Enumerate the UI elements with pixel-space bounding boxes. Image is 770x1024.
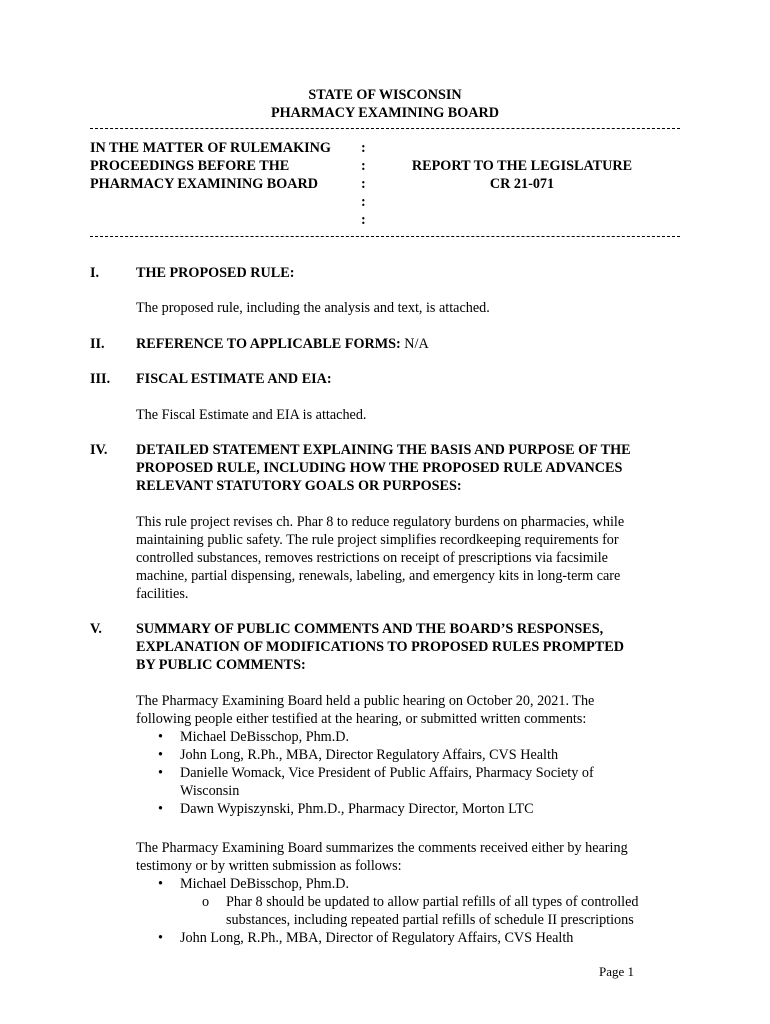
report-title: REPORT TO THE LEGISLATURE xyxy=(411,158,633,174)
report-number: CR 21-071 xyxy=(489,176,555,192)
caption-colon-5: : xyxy=(361,212,366,228)
section-5-title-line-3: BY PUBLIC COMMENTS: xyxy=(136,657,306,673)
section-1-body: The proposed rule, including the analysis and text, is attached. xyxy=(136,300,490,316)
section-3-number: III. xyxy=(90,371,111,387)
comment-1-points xyxy=(200,893,680,929)
caption-left-line-1: IN THE MATTER OF RULEMAKING xyxy=(90,140,331,156)
board-heading: PHARMACY EXAMINING BOARD xyxy=(270,105,500,121)
section-5-summary-line-1: The Pharmacy Examining Board summarizes the comments received either by hearing xyxy=(136,840,628,856)
section-4-title-line-3: RELEVANT STATUTORY GOALS OR PURPOSES: xyxy=(136,478,462,494)
attendee-list xyxy=(156,728,594,818)
list-item-continuation: Wisconsin xyxy=(180,783,240,799)
list-item: o Phar 8 should be updated to allow partial refills of all types of controlled xyxy=(202,894,639,910)
bullet-icon: • xyxy=(158,729,163,745)
section-5-summary-line-2: testimony or by written submission as follows: xyxy=(136,858,402,874)
caption-left-line-3: PHARMACY EXAMINING BOARD xyxy=(90,176,319,192)
list-item: • Danielle Womack, Vice President of Public Affairs, Pharmacy Society of xyxy=(158,765,594,781)
section-3-title: FISCAL ESTIMATE AND EIA: xyxy=(136,371,332,387)
bullet-icon: • xyxy=(158,876,163,892)
section-5-title-line-1: SUMMARY OF PUBLIC COMMENTS AND THE BOARD’S RESPONSES, xyxy=(136,621,604,637)
bottom-divider xyxy=(90,236,680,237)
caption-colon-3: : xyxy=(361,176,366,192)
caption-colon-4: : xyxy=(361,194,366,210)
list-item-continuation: substances, including repeated partial refills of schedule II prescriptions xyxy=(226,912,634,928)
top-divider xyxy=(90,128,680,129)
comment-list-1 xyxy=(156,875,349,893)
section-2-number: II. xyxy=(90,336,105,352)
list-item: • Michael DeBisschop, Phm.D. xyxy=(158,729,350,745)
circle-bullet-icon: o xyxy=(202,894,210,910)
section-5-title-line-2: EXPLANATION OF MODIFICATIONS TO PROPOSED RULES PROMPTED xyxy=(136,639,624,655)
bullet-icon: • xyxy=(158,801,163,817)
section-5-intro-line-2: following people either testified at the hearing, or submitted written comments: xyxy=(136,711,587,727)
comment-list-2 xyxy=(156,929,573,947)
section-4-body-line-3: controlled substances, removes restrictions on receipt of prescriptions via facsimile xyxy=(136,550,608,566)
list-item: • Dawn Wypiszynski, Phm.D., Pharmacy Director, Morton LTC xyxy=(158,801,534,817)
section-4-title-line-2: PROPOSED RULE, INCLUDING HOW THE PROPOSED RULE ADVANCES xyxy=(136,460,623,476)
list-item: • John Long, R.Ph., MBA, Director of Regulatory Affairs, CVS Health xyxy=(158,930,574,946)
section-1-title: THE PROPOSED RULE: xyxy=(136,265,295,281)
section-4-body-line-2: maintaining public safety. The rule project simplifies recordkeeping requirements for xyxy=(136,532,619,548)
section-4-number: IV. xyxy=(90,442,108,458)
section-4-body-line-4: machine, partial dispensing, renewals, labeling, and emergency kits in long-term care xyxy=(136,568,621,584)
section-3-body: The Fiscal Estimate and EIA is attached. xyxy=(136,407,367,423)
section-4-body-line-5: facilities. xyxy=(136,586,189,602)
list-item: • John Long, R.Ph., MBA, Director Regulatory Affairs, CVS Health xyxy=(158,747,559,763)
caption-left-line-2: PROCEEDINGS BEFORE THE xyxy=(90,158,290,174)
list-item: • Michael DeBisschop, Phm.D. xyxy=(158,876,350,892)
state-heading: STATE OF WISCONSIN xyxy=(308,87,462,103)
section-2-value: N/A xyxy=(400,336,429,352)
section-5-intro-line-1: The Pharmacy Examining Board held a public hearing on October 20, 2021. The xyxy=(136,693,595,709)
section-2-heading xyxy=(136,335,681,353)
caption-colon-2: : xyxy=(361,158,366,174)
caption-colon-1: : xyxy=(361,140,366,156)
page-number: Page 1 xyxy=(598,964,634,979)
section-2-title: REFERENCE TO APPLICABLE FORMS: xyxy=(136,336,401,352)
section-4-title-line-1: DETAILED STATEMENT EXPLAINING THE BASIS AND PURPOSE OF THE xyxy=(136,442,631,458)
section-1-number: I. xyxy=(90,265,100,281)
bullet-icon: • xyxy=(158,765,163,781)
section-5-number: V. xyxy=(90,621,102,637)
section-4-body-line-1: This rule project revises ch. Phar 8 to reduce regulatory burdens on pharmacies, while xyxy=(136,514,625,530)
bullet-icon: • xyxy=(158,930,163,946)
bullet-icon: • xyxy=(158,747,163,763)
